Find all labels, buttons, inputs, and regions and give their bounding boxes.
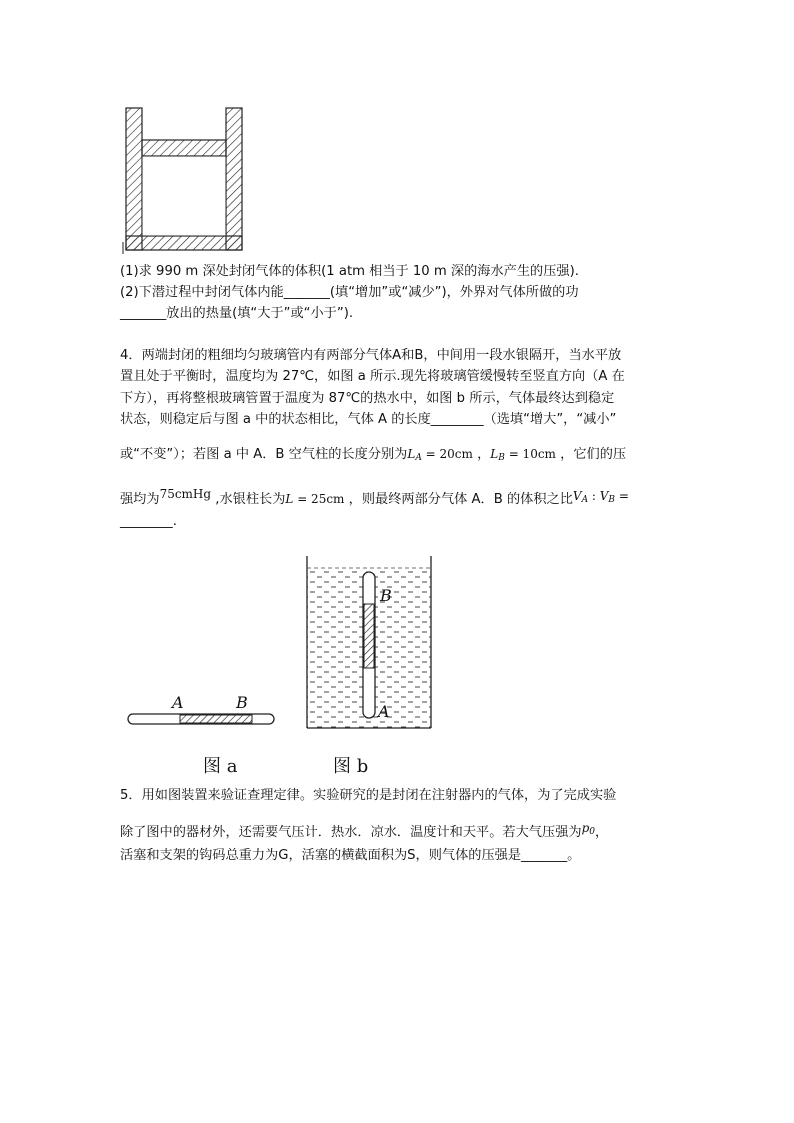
caption-figure-b: 图 b xyxy=(333,756,369,777)
q3-part2-cont: _______放出的热量(填“大于”或“小于”). xyxy=(120,306,354,321)
piston-container-figure xyxy=(118,104,250,256)
q5-line1: 5．用如图装置来验证查理定律。实验研究的是封闭在注射器内的气体，为了完成实验 xyxy=(120,788,617,803)
q5-line3: 活塞和支架的钩码总重力为G，活塞的横截面积为S，则气体的压强是_______。 xyxy=(120,848,581,863)
q4-line5-text: 或“不变”）；若图 a 中 A．B 空气柱的长度分别为 xyxy=(120,447,408,462)
volume-ratio: $V_A$ : $V_B$ = xyxy=(572,489,629,505)
q4-line5: 或“不变”）；若图 a 中 A．B 空气柱的长度分别为$L_A = 20cm$ ，$L_B = 10cm$ ，它们的压 xyxy=(120,447,627,463)
mercury-length: L = 25cm xyxy=(285,492,345,506)
q4-line6: 强均为75cmHg ,水银柱长为L = 25cm ，则最终两部分气体 A．B 的体积之比$V_A$ : $V_B$ = xyxy=(120,487,629,507)
caption-figure-a: 图 a xyxy=(203,756,238,777)
figure-b-water-bath xyxy=(302,554,434,732)
q4-line3: 下方），再将整根玻璃管置于温度为 87℃的热水中，如图 b 所示，气体最终达到稳定 xyxy=(120,391,615,406)
fig-b-label-B: B xyxy=(380,586,392,605)
q4-line7: ________. xyxy=(120,514,177,529)
q4-line1: 4．两端封闭的粗细均匀玻璃管内有两部分气体A和B，中间用一段水银隔开，当水平放 xyxy=(120,348,622,363)
p0-symbol: $p_0$ xyxy=(581,821,595,837)
q5-line2: 除了图中的器材外，还需要气压计．热水．凉水．温度计和天平。若大气压强为$p_0$， xyxy=(120,821,609,840)
q4-line5-end: ，它们的压 xyxy=(555,447,627,462)
fig-a-label-B: B xyxy=(236,693,248,712)
pressure-value: 75cmHg xyxy=(159,487,212,501)
q3-part2: (2)下潜过程中封闭气体内能_______(填“增加”或“减少”)，外界对气体所做的功 xyxy=(120,285,579,300)
figure-a-horizontal-tube xyxy=(126,690,278,730)
q4-line2: 置且处于平衡时，温度均为 27℃，如图 a 所示.现先将玻璃管缓慢转至竖直方向（A 在 xyxy=(120,369,625,384)
fig-a-label-A: A xyxy=(172,693,184,712)
lb-symbol: $L_B = 10cm$ xyxy=(490,447,556,463)
q4-line4: 状态，则稳定后与图 a 中的状态相比，气体 A 的长度________（选填“增大”，“减小” xyxy=(120,412,617,427)
q3-part1: (1)求 990 m 深处封闭气体的体积(1 atm 相当于 10 m 深的海水产生的压强). xyxy=(120,264,579,279)
la-symbol: $L_A = 20cm$ xyxy=(407,447,473,463)
fig-b-label-A: A xyxy=(378,702,390,721)
